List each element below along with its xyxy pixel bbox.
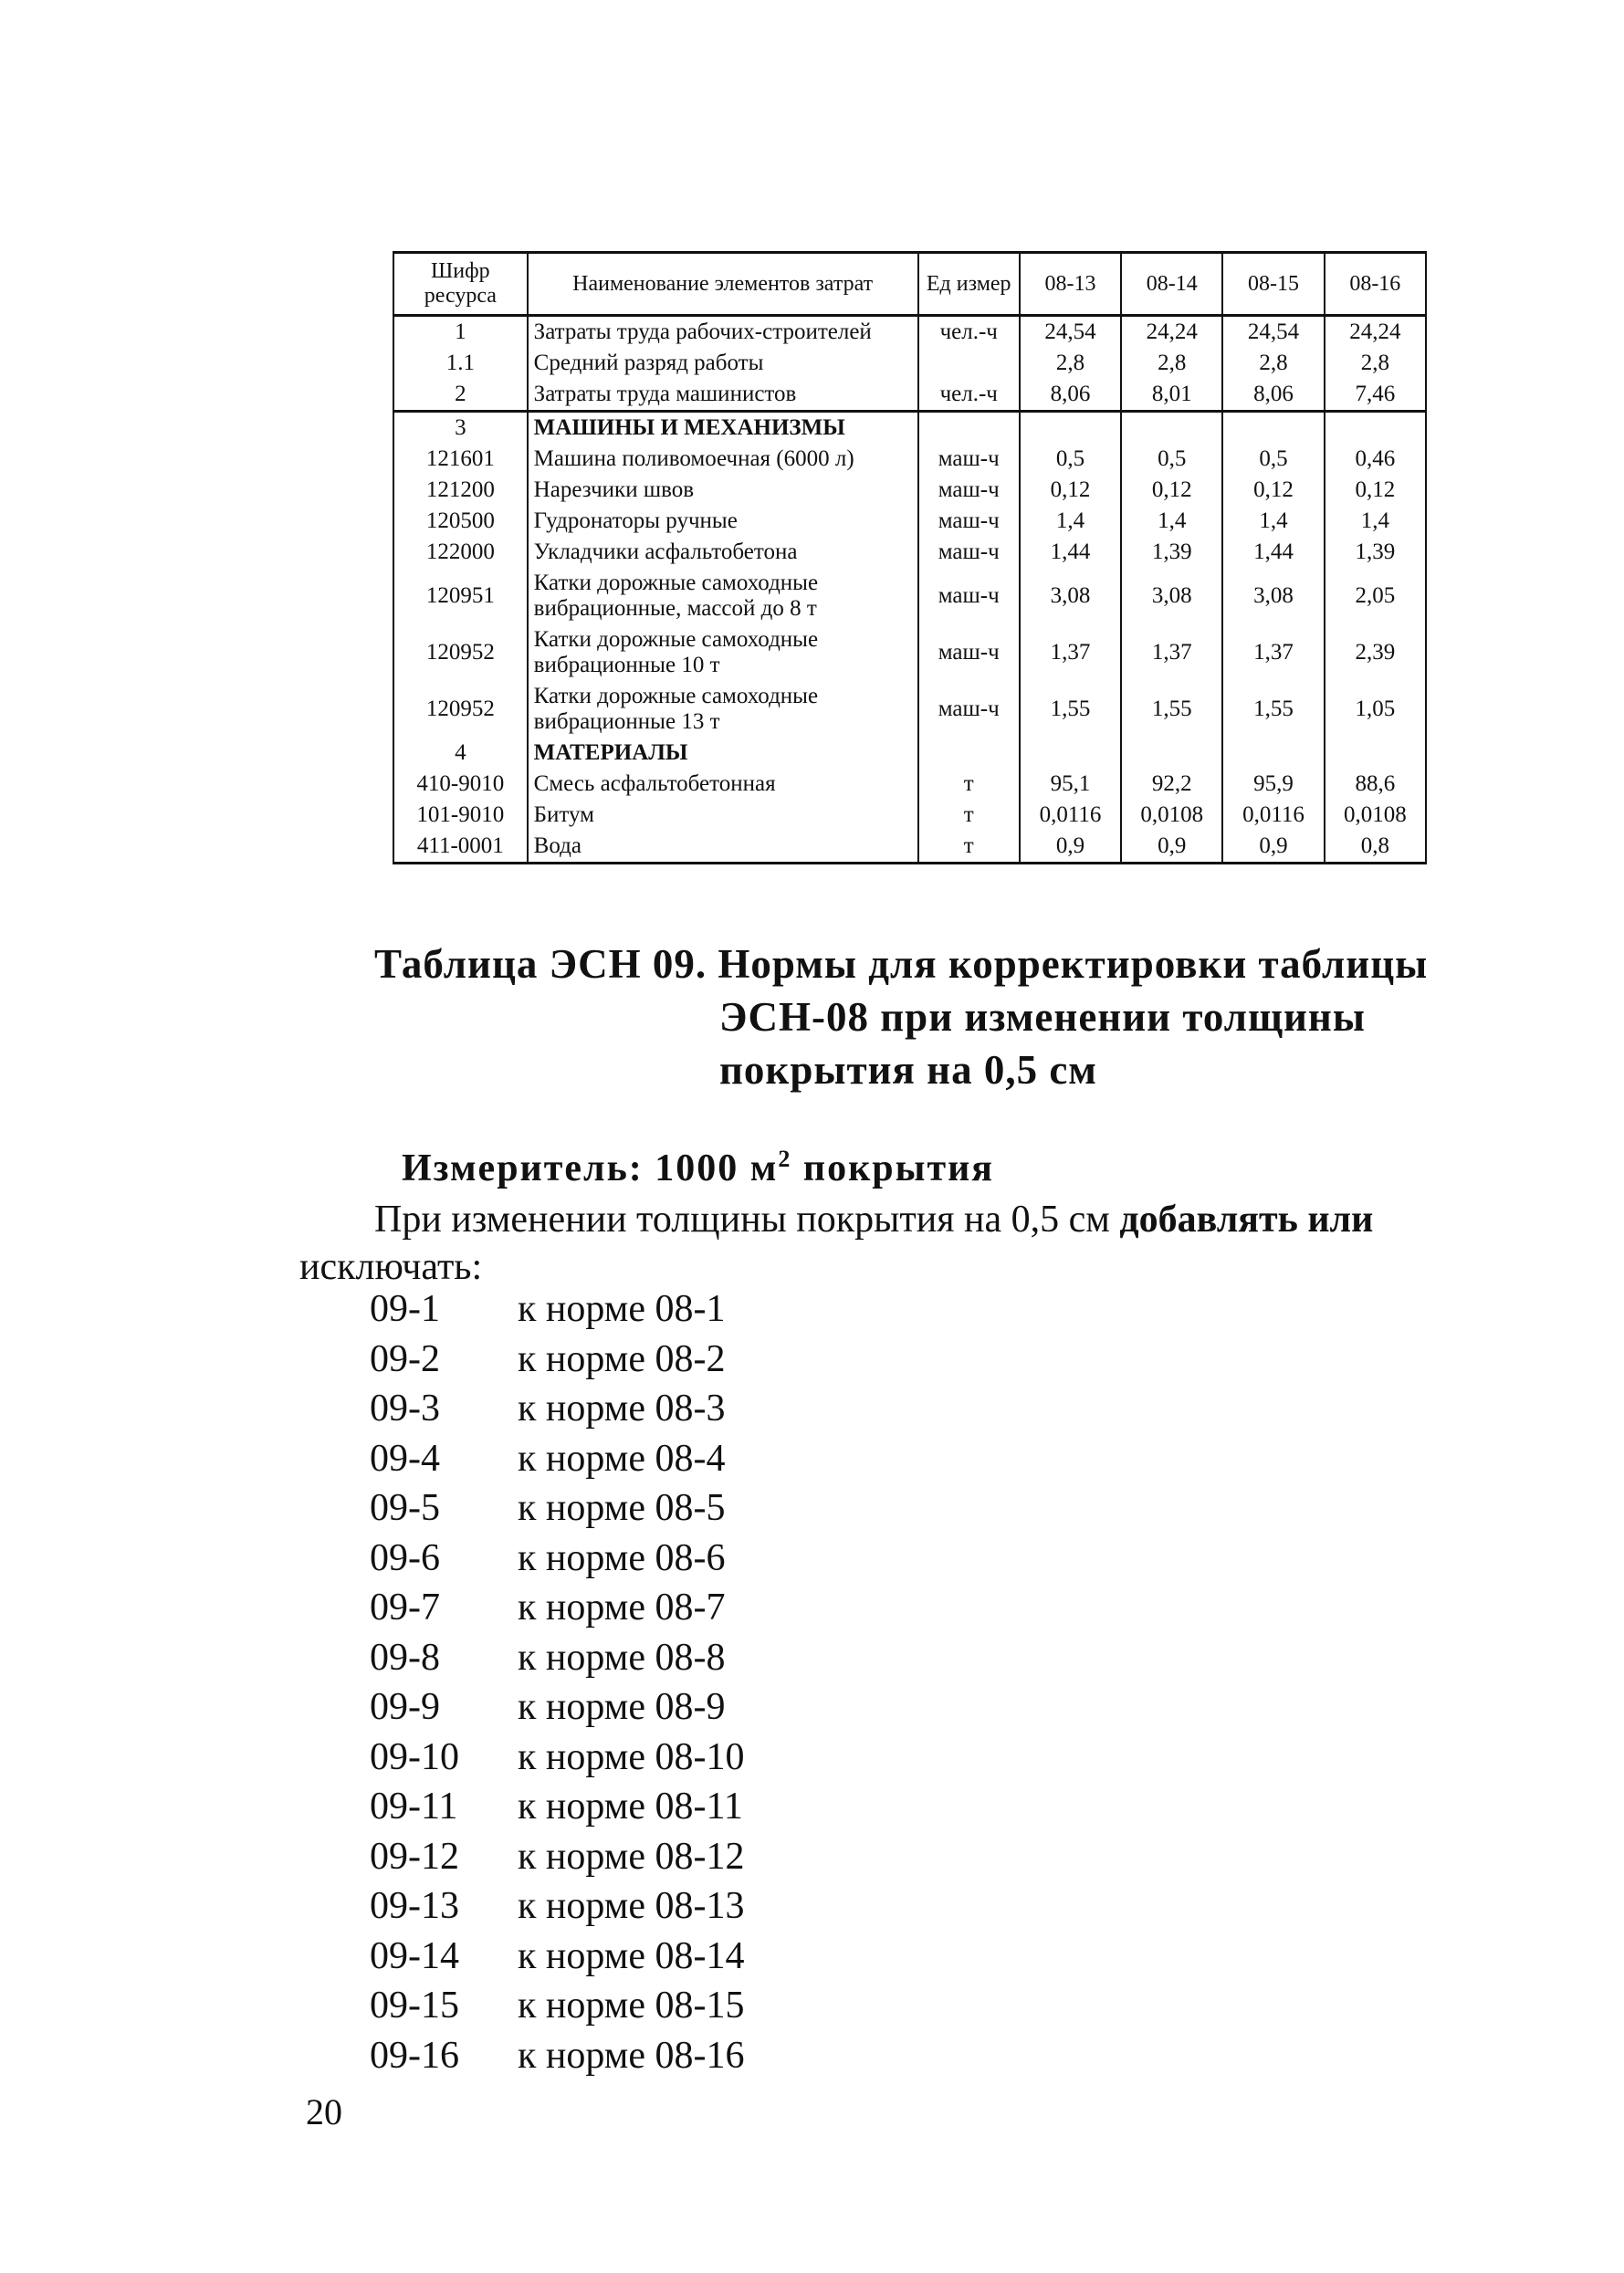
cell-resource-code: 1.1 bbox=[393, 348, 528, 379]
cell-norm-value: 0,12 bbox=[1121, 475, 1222, 506]
table-row bbox=[393, 800, 1426, 831]
norm-code: 09-12 bbox=[370, 1835, 459, 1878]
cell-norm-value: 1,37 bbox=[1020, 624, 1121, 681]
norm-code: 09-5 bbox=[370, 1487, 440, 1529]
norm-code: 09-9 bbox=[370, 1686, 440, 1728]
norm-reference: к норме 08-9 bbox=[518, 1686, 726, 1728]
header-norm-08-15: 08-15 bbox=[1222, 253, 1324, 316]
cell-norm-value: 0,5 bbox=[1222, 444, 1324, 475]
norm-code: 09-13 bbox=[370, 1885, 459, 1927]
measurement-unit bbox=[402, 1146, 994, 1190]
cell-cost-element-name: Смесь асфальтобетонная bbox=[528, 769, 918, 800]
cell-norm-value: 0,5 bbox=[1020, 444, 1121, 475]
cell-unit: маш-ч bbox=[918, 568, 1020, 624]
cell-norm-value: 24,54 bbox=[1222, 316, 1324, 349]
table-row bbox=[393, 412, 1426, 445]
header-resource-code: Шифр ресурса bbox=[393, 253, 528, 316]
norm-list-item bbox=[370, 2034, 917, 2084]
cell-norm-value: 7,46 bbox=[1325, 379, 1426, 412]
cell-norm-value bbox=[1325, 738, 1426, 769]
cell-resource-code: 4 bbox=[393, 738, 528, 769]
cell-norm-value: 1,44 bbox=[1020, 537, 1121, 568]
header-norm-08-16: 08-16 bbox=[1325, 253, 1426, 316]
cell-norm-value: 2,8 bbox=[1020, 348, 1121, 379]
measurement-unit-label: Измеритель: 1000 м bbox=[402, 1147, 779, 1189]
resource-norms-table bbox=[393, 251, 1427, 864]
table-row bbox=[393, 316, 1426, 349]
cell-norm-value: 1,37 bbox=[1121, 624, 1222, 681]
cell-cost-element-name: Нарезчики швов bbox=[528, 475, 918, 506]
norm-reference: к норме 08-7 bbox=[518, 1587, 726, 1629]
measurement-unit-tail: покрытия bbox=[791, 1147, 995, 1189]
cell-norm-value: 0,12 bbox=[1222, 475, 1324, 506]
norm-list-item bbox=[370, 1486, 917, 1536]
norm-reference: к норме 08-16 bbox=[518, 2034, 745, 2077]
cell-norm-value: 24,54 bbox=[1020, 316, 1121, 349]
cell-unit: т bbox=[918, 831, 1020, 864]
norm-code: 09-16 bbox=[370, 2034, 459, 2077]
cell-resource-code: 120952 bbox=[393, 624, 528, 681]
cell-resource-code: 410-9010 bbox=[393, 769, 528, 800]
cell-unit bbox=[918, 348, 1020, 379]
cell-unit: маш-ч bbox=[918, 444, 1020, 475]
table-row bbox=[393, 444, 1426, 475]
cell-norm-value: 1,37 bbox=[1222, 624, 1324, 681]
cell-norm-value: 88,6 bbox=[1325, 769, 1426, 800]
norm-code: 09-6 bbox=[370, 1536, 440, 1579]
table-row bbox=[393, 681, 1426, 738]
norm-list-item bbox=[370, 1586, 917, 1636]
norm-list-item bbox=[370, 1337, 917, 1388]
cell-unit: чел.-ч bbox=[918, 316, 1020, 349]
norm-code: 09-7 bbox=[370, 1587, 440, 1629]
cell-resource-code: 121601 bbox=[393, 444, 528, 475]
cell-norm-value: 0,0108 bbox=[1325, 800, 1426, 831]
norm-list-item bbox=[370, 1287, 917, 1337]
cell-unit: маш-ч bbox=[918, 681, 1020, 738]
norm-code: 09-2 bbox=[370, 1337, 440, 1380]
cell-unit bbox=[918, 412, 1020, 445]
cell-norm-value: 1,05 bbox=[1325, 681, 1426, 738]
cell-norm-value: 1,4 bbox=[1222, 506, 1324, 537]
norm-reference: к норме 08-6 bbox=[518, 1536, 726, 1579]
cell-norm-value: 8,01 bbox=[1121, 379, 1222, 412]
cell-resource-code: 411-0001 bbox=[393, 831, 528, 864]
cell-norm-value: 92,2 bbox=[1121, 769, 1222, 800]
norm-code: 09-3 bbox=[370, 1388, 440, 1430]
norm-list-item bbox=[370, 1685, 917, 1735]
cell-cost-element-name: Гудронаторы ручные bbox=[528, 506, 918, 537]
cell-norm-value: 0,0116 bbox=[1020, 800, 1121, 831]
norm-list-item bbox=[370, 1387, 917, 1437]
cell-norm-value: 3,08 bbox=[1020, 568, 1121, 624]
norm-code: 09-14 bbox=[370, 1934, 459, 1977]
cell-norm-value: 8,06 bbox=[1222, 379, 1324, 412]
cell-norm-value: 1,39 bbox=[1325, 537, 1426, 568]
cell-norm-value: 3,08 bbox=[1121, 568, 1222, 624]
table-row bbox=[393, 769, 1426, 800]
cell-cost-element-name: Машина поливомоечная (6000 л) bbox=[528, 444, 918, 475]
cell-norm-value: 0,12 bbox=[1020, 475, 1121, 506]
cell-norm-value: 95,1 bbox=[1020, 769, 1121, 800]
norm-code: 09-10 bbox=[370, 1735, 459, 1778]
cell-resource-code: 120500 bbox=[393, 506, 528, 537]
cell-unit bbox=[918, 738, 1020, 769]
cell-norm-value: 0,9 bbox=[1222, 831, 1324, 864]
norm-reference: к норме 08-12 bbox=[518, 1835, 745, 1878]
cell-resource-code: 101-9010 bbox=[393, 800, 528, 831]
cell-norm-value: 3,08 bbox=[1222, 568, 1324, 624]
cell-norm-value: 0,9 bbox=[1020, 831, 1121, 864]
norm-list-item bbox=[370, 1785, 917, 1835]
cell-unit: т bbox=[918, 769, 1020, 800]
cell-norm-value bbox=[1325, 412, 1426, 445]
cell-unit: маш-ч bbox=[918, 537, 1020, 568]
cell-norm-value: 0,0108 bbox=[1121, 800, 1222, 831]
norm-list-item bbox=[370, 1636, 917, 1686]
cell-unit: маш-ч bbox=[918, 475, 1020, 506]
header-norm-08-14: 08-14 bbox=[1121, 253, 1222, 316]
instruction-line-1 bbox=[374, 1198, 1373, 1241]
norm-reference: к норме 08-13 bbox=[518, 1885, 745, 1927]
cell-norm-value: 0,0116 bbox=[1222, 800, 1324, 831]
table-row bbox=[393, 348, 1426, 379]
norm-reference: к норме 08-2 bbox=[518, 1337, 726, 1380]
cell-norm-value: 1,4 bbox=[1121, 506, 1222, 537]
cell-norm-value bbox=[1121, 412, 1222, 445]
table-body bbox=[393, 316, 1426, 864]
norm-code: 09-8 bbox=[370, 1636, 440, 1679]
cell-unit: маш-ч bbox=[918, 624, 1020, 681]
cell-unit: т bbox=[918, 800, 1020, 831]
header-norm-08-13: 08-13 bbox=[1020, 253, 1121, 316]
cell-cost-element-name: Битум bbox=[528, 800, 918, 831]
header-unit: Ед измер bbox=[918, 253, 1020, 316]
table-title-line-1: Таблица ЭСН 09. Нормы для корректировки таблицы bbox=[374, 941, 1429, 987]
table-header-row bbox=[393, 253, 1426, 316]
cell-resource-code: 121200 bbox=[393, 475, 528, 506]
cell-resource-code: 120951 bbox=[393, 568, 528, 624]
cell-norm-value: 2,39 bbox=[1325, 624, 1426, 681]
norm-code: 09-1 bbox=[370, 1288, 440, 1330]
cell-norm-value: 0,8 bbox=[1325, 831, 1426, 864]
norms-list bbox=[370, 1287, 917, 2083]
cell-norm-value: 95,9 bbox=[1222, 769, 1324, 800]
cell-norm-value: 1,55 bbox=[1121, 681, 1222, 738]
cell-norm-value bbox=[1222, 738, 1324, 769]
table-row bbox=[393, 624, 1426, 681]
cell-resource-code: 120952 bbox=[393, 681, 528, 738]
cell-norm-value: 1,4 bbox=[1325, 506, 1426, 537]
page-number: 20 bbox=[306, 2091, 342, 2132]
norm-list-item bbox=[370, 1884, 917, 1934]
norm-reference: к норме 08-15 bbox=[518, 1985, 745, 2027]
norm-code: 09-11 bbox=[370, 1786, 458, 1828]
cell-norm-value bbox=[1020, 412, 1121, 445]
cell-norm-value: 8,06 bbox=[1020, 379, 1121, 412]
cell-norm-value: 0,9 bbox=[1121, 831, 1222, 864]
cell-norm-value: 1,55 bbox=[1222, 681, 1324, 738]
cell-cost-element-name: МАТЕРИАЛЫ bbox=[528, 738, 918, 769]
norm-reference: к норме 08-14 bbox=[518, 1934, 745, 1977]
cell-norm-value: 24,24 bbox=[1325, 316, 1426, 349]
measurement-unit-sup: 2 bbox=[778, 1146, 792, 1172]
table-row bbox=[393, 738, 1426, 769]
cell-resource-code: 122000 bbox=[393, 537, 528, 568]
norm-list-item bbox=[370, 1984, 917, 2034]
cell-resource-code: 1 bbox=[393, 316, 528, 349]
norm-reference: к норме 08-4 bbox=[518, 1437, 726, 1480]
cell-resource-code: 3 bbox=[393, 412, 528, 445]
norm-list-item bbox=[370, 1437, 917, 1487]
cell-norm-value: 2,8 bbox=[1325, 348, 1426, 379]
header-cost-element-name: Наименование элементов затрат bbox=[528, 253, 918, 316]
cell-cost-element-name: Средний разряд работы bbox=[528, 348, 918, 379]
cell-cost-element-name: Катки дорожные самоходные вибрационные 10 т bbox=[528, 624, 918, 681]
norm-list-item bbox=[370, 1735, 917, 1786]
table-row bbox=[393, 537, 1426, 568]
table-row bbox=[393, 568, 1426, 624]
cell-norm-value: 0,5 bbox=[1121, 444, 1222, 475]
norm-reference: к норме 08-8 bbox=[518, 1636, 726, 1679]
cell-norm-value bbox=[1020, 738, 1121, 769]
table-row bbox=[393, 475, 1426, 506]
cell-cost-element-name: Вода bbox=[528, 831, 918, 864]
norm-reference: к норме 08-3 bbox=[518, 1388, 726, 1430]
norm-code: 09-15 bbox=[370, 1985, 459, 2027]
cell-norm-value bbox=[1121, 738, 1222, 769]
cell-cost-element-name: Катки дорожные самоходные вибрационные, массой до 8 т bbox=[528, 568, 918, 624]
cell-cost-element-name: Укладчики асфальтобетона bbox=[528, 537, 918, 568]
instruction-text: При изменении толщины покрытия на 0,5 см bbox=[374, 1199, 1120, 1241]
norm-list-item bbox=[370, 1536, 917, 1587]
cell-cost-element-name: Катки дорожные самоходные вибрационные 13 т bbox=[528, 681, 918, 738]
cell-norm-value: 24,24 bbox=[1121, 316, 1222, 349]
table-title-line-3: покрытия на 0,5 см bbox=[719, 1047, 1097, 1093]
norm-reference: к норме 08-1 bbox=[518, 1288, 726, 1330]
table-row bbox=[393, 831, 1426, 864]
cell-norm-value: 1,44 bbox=[1222, 537, 1324, 568]
table-row bbox=[393, 506, 1426, 537]
cell-unit: чел.-ч bbox=[918, 379, 1020, 412]
cell-norm-value: 0,12 bbox=[1325, 475, 1426, 506]
cell-norm-value: 2,8 bbox=[1121, 348, 1222, 379]
instruction-bold-text: добавлять или bbox=[1119, 1199, 1374, 1241]
cell-norm-value: 1,55 bbox=[1020, 681, 1121, 738]
table-title-line-2: ЭСН-08 при изменении толщины bbox=[719, 994, 1366, 1040]
instruction-line-2: исключать: bbox=[299, 1246, 483, 1288]
cell-norm-value: 1,39 bbox=[1121, 537, 1222, 568]
norm-list-item bbox=[370, 1835, 917, 1885]
cell-unit: маш-ч bbox=[918, 506, 1020, 537]
cell-norm-value: 1,4 bbox=[1020, 506, 1121, 537]
norm-reference: к норме 08-10 bbox=[518, 1735, 745, 1778]
cell-norm-value bbox=[1222, 412, 1324, 445]
cell-norm-value: 2,05 bbox=[1325, 568, 1426, 624]
cell-norm-value: 0,46 bbox=[1325, 444, 1426, 475]
norm-list-item bbox=[370, 1934, 917, 1985]
cell-cost-element-name: Затраты труда рабочих-строителей bbox=[528, 316, 918, 349]
cell-norm-value: 2,8 bbox=[1222, 348, 1324, 379]
cell-resource-code: 2 bbox=[393, 379, 528, 412]
norm-reference: к норме 08-11 bbox=[518, 1786, 743, 1828]
norm-reference: к норме 08-5 bbox=[518, 1487, 726, 1529]
table-row bbox=[393, 379, 1426, 412]
norm-code: 09-4 bbox=[370, 1437, 440, 1480]
cell-cost-element-name: МАШИНЫ И МЕХАНИЗМЫ bbox=[528, 412, 918, 445]
cell-cost-element-name: Затраты труда машинистов bbox=[528, 379, 918, 412]
